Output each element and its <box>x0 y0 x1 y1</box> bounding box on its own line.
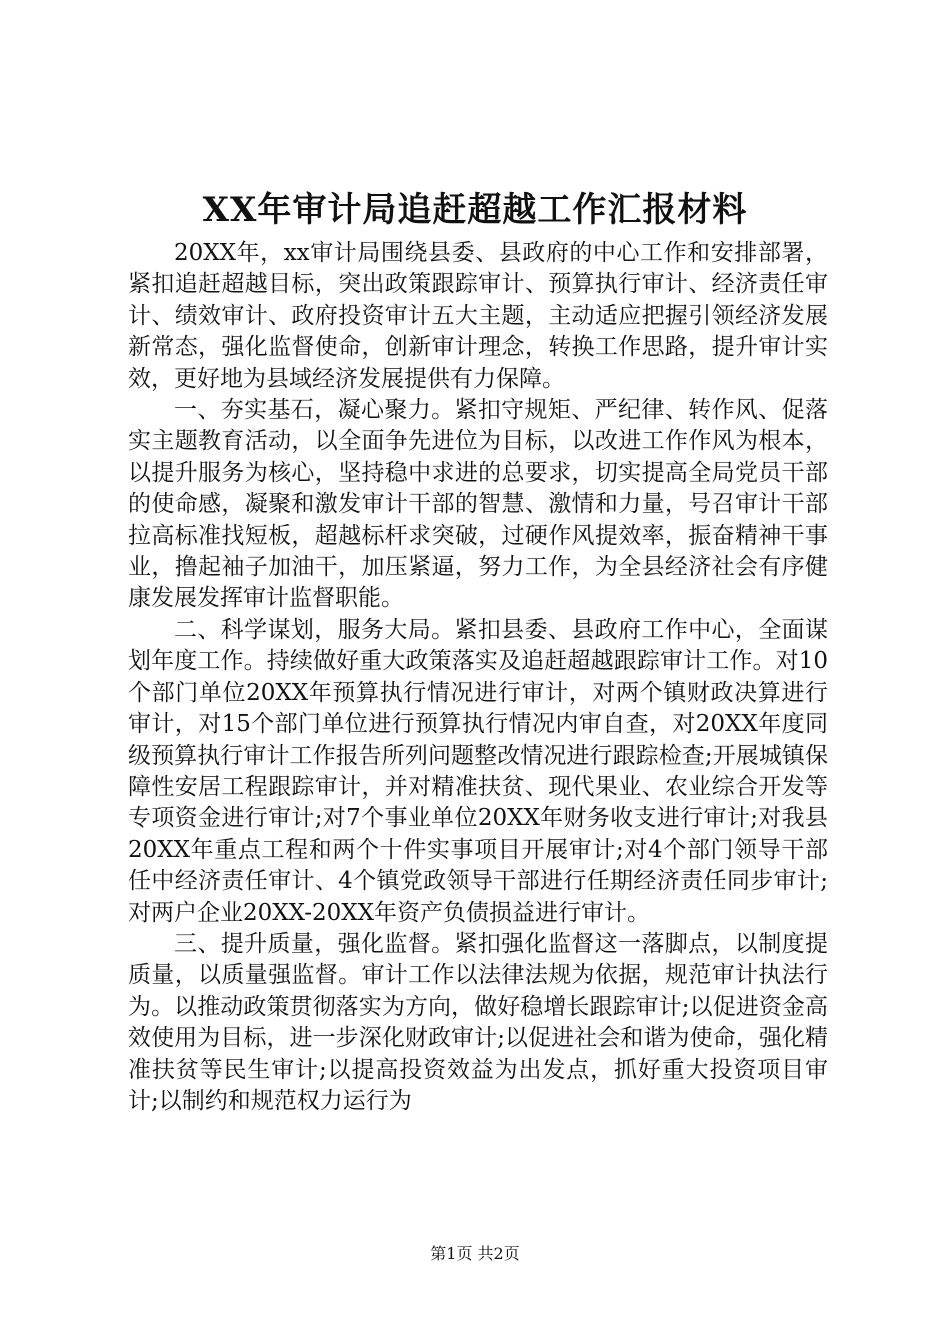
page-number-footer: 第1页 共2页 <box>430 1244 520 1263</box>
paragraph-section-2: 二、科学谋划，服务大局。紧扣县委、县政府工作中心，全面谋划年度工作。持续做好重大政策落实及追赶超越跟踪审计工作。对10个部门单位20XX年预算执行情况进行审计，对两个镇财政决算进行审计，对15个部门单位进行预算执行情况内审自查，对20XX年度同级预算执行审计工作报告所列问题整改情况进行跟踪检查;开展城镇保障性安居工程跟踪审计，并对精准扶贫、现代果业、农业综合开发等专项资金进行审计;对7个事业单位20XX年财务收支进行审计;对我县20XX年重点工程和两个十件实事项目开展审计;对4个部门领导干部任中经济责任审计、4个镇党政领导干部进行任期经济责任同步审计;对两户企业20XX-20XX年资产负债损益进行审计。 <box>128 616 828 926</box>
document-body <box>128 238 828 1117</box>
paragraph-intro: 20XX年，xx审计局围绕县委、县政府的中心工作和安排部署，紧扣追赶超越目标，突出政策跟踪审计、预算执行审计、经济责任审计、绩效审计、政府投资审计五大主题，主动适应把握引领经济发展新常态，强化监督使命，创新审计理念，转换工作思路，提升审计实效，更好地为县域经济发展提供有力保障。 <box>128 240 828 392</box>
paragraph-section-1: 一、夯实基石，凝心聚力。紧扣守规矩、严纪律、转作风、促落实主题教育活动，以全面争先进位为目标，以改进工作作风为根本，以提升服务为核心，坚持稳中求进的总要求，切实提高全局党员干部的使命感，凝聚和激发审计干部的智慧、激情和力量，号召审计干部拉高标准找短板，超越标杆求突破，过硬作风提效率，振奋精神干事业，撸起袖子加油干，加压紧逼，努力工作，为全县经济社会有序健康发展发挥审计监督职能。 <box>128 397 828 612</box>
document-title: XX年审计局追赶超越工作汇报材料 <box>202 190 748 230</box>
paragraph-section-3: 三、提升质量，强化监督。紧扣强化监督这一落脚点，以制度提质量，以质量强监督。审计工作以法律法规为依据，规范审计执法行为。以推动政策贯彻落实为方向，做好稳增长跟踪审计;以促进资金高效使用为目标，进一步深化财政审计;以促进社会和谐为使命，强化精准扶贫等民生审计;以提高投资效益为出发点，抓好重大投资项目审计;以制约和规范权力运行为 <box>128 930 828 1114</box>
